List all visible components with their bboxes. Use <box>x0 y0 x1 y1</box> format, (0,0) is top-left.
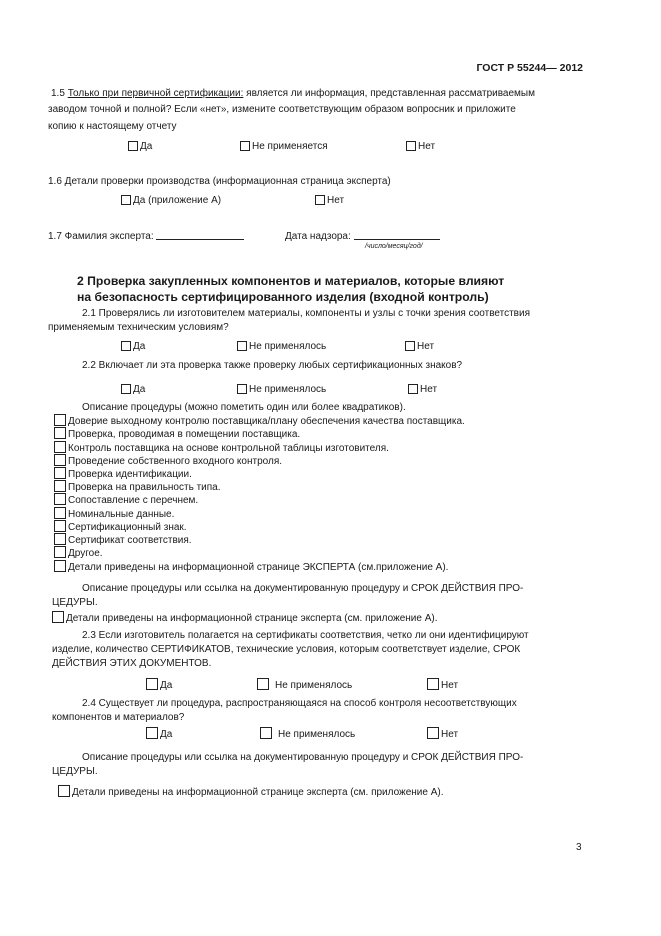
s1-5-line1 <box>51 88 535 100</box>
standard-header: ГОСТ Р 55244— 2012 <box>476 62 583 74</box>
checkbox[interactable] <box>408 384 418 394</box>
q2-3-line2: изделие, количество СЕРТИФИКАТОВ, технические условия, которым соответствует изделие, СРОК <box>52 644 521 655</box>
s1-5-option-no[interactable]: Нет <box>406 141 435 153</box>
q2-2: 2.2 Включает ли эта проверка также проверку любых сертификационных знаков? <box>82 360 463 371</box>
s1-6-option-no[interactable]: Нет <box>315 195 344 207</box>
procedure-item[interactable]: Детали приведены на информационной странице ЭКСПЕРТА (см.приложение А). <box>54 560 448 574</box>
checkbox[interactable] <box>54 414 66 426</box>
procedure-item[interactable]: Доверие выходному контролю поставщика/плану обеспечения качества поставщика. <box>54 414 465 428</box>
q2-4-line2: компонентов и материалов? <box>52 712 185 723</box>
checkbox[interactable] <box>54 454 66 466</box>
checkbox[interactable] <box>146 678 158 690</box>
s2-title-line1: 2 Проверка закупленных компонентов и материалов, которые влияют <box>77 274 505 288</box>
details1[interactable]: Детали приведены на информационной странице эксперта (см. приложение А). <box>52 611 438 625</box>
desc2-line1: Описание процедуры или ссылка на документированную процедуру и СРОК ДЕЙСТВИЯ ПРО- <box>82 752 524 763</box>
s2-title-line2: на безопасность сертифицированного изделия (входной контроль) <box>77 290 489 304</box>
q2-3-line3: ДЕЙСТВИЯ ЭТИХ ДОКУМЕНТОВ. <box>52 658 212 669</box>
q2-1-option-na[interactable]: Не применялось <box>237 341 326 353</box>
q2-2-option-yes[interactable]: Да <box>121 384 145 396</box>
q2-2-option-no[interactable]: Нет <box>408 384 437 396</box>
checkbox[interactable] <box>260 727 272 739</box>
q2-3-option-na[interactable]: Не применялось <box>257 678 352 692</box>
checkbox[interactable] <box>405 341 415 351</box>
procedure-item[interactable]: Контроль поставщика на основе контрольной таблицы изготовителя. <box>54 441 389 455</box>
s1-7-expert <box>48 230 244 243</box>
checkbox[interactable] <box>54 507 66 519</box>
checkbox[interactable] <box>58 785 70 797</box>
checkbox[interactable] <box>128 141 138 151</box>
s1-5-line2: заводом точной и полной? Если «нет», измените соответствующим образом вопросник и приложите <box>48 104 516 115</box>
checkbox[interactable] <box>54 480 66 492</box>
details2[interactable]: Детали приведены на информационной странице эксперта (см. приложение А). <box>58 785 444 799</box>
expert-label: 1.7 Фамилия эксперта: <box>48 231 154 242</box>
checkbox[interactable] <box>54 560 66 572</box>
checkbox[interactable] <box>121 195 131 205</box>
checkbox[interactable] <box>427 727 439 739</box>
q2-1-line2: применяемым техническим условиям? <box>48 322 229 333</box>
checkbox[interactable] <box>54 493 66 505</box>
procedure-item[interactable]: Другое. <box>54 546 103 560</box>
procedure-item[interactable]: Сопоставление с перечнем. <box>54 493 198 507</box>
s1-5-line1-rest: является ли информация, представленная рассматриваемым <box>243 88 535 99</box>
date-field[interactable] <box>354 230 440 240</box>
date-label: Дата надзора: <box>285 231 351 242</box>
s1-5-line3: копию к настоящему отчету <box>48 121 177 132</box>
desc2-line2: ЦЕДУРЫ. <box>52 766 98 777</box>
procedure-item[interactable]: Проведение собственного входного контроля. <box>54 454 282 468</box>
page-number: 3 <box>576 842 582 853</box>
procedure-item[interactable]: Проверка, проводимая в помещении поставщика. <box>54 427 300 441</box>
s1-7-date <box>285 230 440 243</box>
q2-3-line1: 2.3 Если изготовитель полагается на сертификаты соответствия, четко ли они идентифицируют <box>82 630 529 641</box>
q2-1-option-no[interactable]: Нет <box>405 341 434 353</box>
checkbox[interactable] <box>121 384 131 394</box>
procedure-item[interactable]: Сертификационный знак. <box>54 520 187 534</box>
checkbox[interactable] <box>54 467 66 479</box>
checkbox[interactable] <box>54 533 66 545</box>
q2-4-option-yes[interactable]: Да <box>146 727 172 741</box>
q2-2-option-na[interactable]: Не применялось <box>237 384 326 396</box>
procedure-item[interactable]: Проверка идентификации. <box>54 467 192 481</box>
s1-5-option-na[interactable]: Не применяется <box>240 141 328 153</box>
checkbox[interactable] <box>54 441 66 453</box>
s1-6-option-yes[interactable]: Да (приложение А) <box>121 195 221 207</box>
s1-6-text: 1.6 Детали проверки производства (информационная страница эксперта) <box>48 176 391 187</box>
procedure-item[interactable]: Проверка на правильность типа. <box>54 480 221 494</box>
checkbox[interactable] <box>427 678 439 690</box>
q2-4-option-no[interactable]: Нет <box>427 727 458 741</box>
s1-5-number: 1.5 <box>51 88 65 99</box>
checkbox[interactable] <box>54 546 66 558</box>
checkbox[interactable] <box>146 727 158 739</box>
checkbox[interactable] <box>52 611 64 623</box>
s1-5-option-yes[interactable]: Да <box>128 141 152 153</box>
procedure-item[interactable]: Номинальные данные. <box>54 507 174 521</box>
procedure-intro: Описание процедуры (можно пометить один или более квадратиков). <box>82 402 406 413</box>
q2-1-option-yes[interactable]: Да <box>121 341 145 353</box>
q2-1-line1: 2.1 Проверялись ли изготовителем материалы, компоненты и узлы с точки зрения соответствия <box>82 308 530 319</box>
checkbox[interactable] <box>54 520 66 532</box>
q2-3-option-yes[interactable]: Да <box>146 678 172 692</box>
checkbox[interactable] <box>315 195 325 205</box>
desc1-line2: ЦЕДУРЫ. <box>52 597 98 608</box>
q2-4-line1: 2.4 Существует ли процедура, распространяющаяся на способ контроля несоответствующих <box>82 698 517 709</box>
checkbox[interactable] <box>237 384 247 394</box>
s1-5-underlined: Только при первичной сертификации: <box>67 88 244 99</box>
checkbox[interactable] <box>406 141 416 151</box>
checkbox[interactable] <box>121 341 131 351</box>
q2-4-option-na[interactable]: Не применялось <box>260 727 355 741</box>
checkbox[interactable] <box>257 678 269 690</box>
expert-name-field[interactable] <box>156 230 244 240</box>
desc1-line1: Описание процедуры или ссылка на документированную процедуру и СРОК ДЕЙСТВИЯ ПРО- <box>82 583 524 594</box>
date-hint: /число/месяц/год/ <box>365 243 423 250</box>
checkbox[interactable] <box>54 427 66 439</box>
checkbox[interactable] <box>237 341 247 351</box>
procedure-item[interactable]: Сертификат соответствия. <box>54 533 192 547</box>
q2-3-option-no[interactable]: Нет <box>427 678 458 692</box>
checkbox[interactable] <box>240 141 250 151</box>
